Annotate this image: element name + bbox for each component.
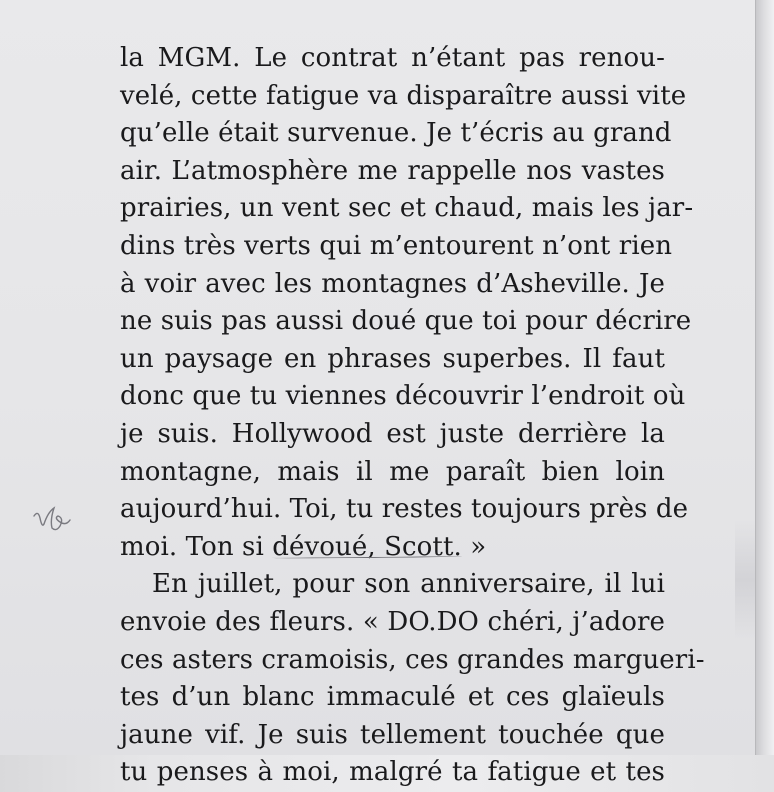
text-line: un paysage en phrases superbes. Il faut [120,343,665,374]
text-line: air. L’atmosphère me rappelle nos vastes [120,155,665,186]
text-line: je suis. Hollywood est juste derrière la [120,418,665,449]
signature-text: dévoué, Scott. [272,531,462,562]
closing-line [120,529,665,567]
text-line: tes d’un blanc immaculé et ces glaïeuls [120,682,665,713]
text-line: la MGM. Le contrat n’étant pas renou- [120,43,665,73]
closing-after: » [461,531,487,562]
text-line: jaune vif. Je suis tellement touchée que [120,719,665,750]
closing-before: moi. Ton si [120,531,273,562]
text-line: aujourd’hui. Toi, tu restes toujours près de [120,494,689,525]
text-line: dins très verts qui m’entourent n’ont rien [120,230,673,261]
underlined-signature [272,532,462,562]
text-line: montagne, mais il me paraît bien loin [120,456,665,487]
text-line: prairies, un vent sec et chaud, mais les jar- [120,193,694,224]
paragraph-first-line: En juillet, pour son anniversaire, il lui [152,569,665,600]
text-line: envoie des fleurs. « DO.DO chéri, j’adore [120,606,665,637]
pencil-margin-mark [30,498,80,538]
text-line: qu’elle était survenue. Je t’écris au grand [120,118,672,149]
text-line: à voir avec les montagnes d’Asheville. Je [120,268,665,299]
text-line: donc que tu viennes découvrir l’endroit où [120,381,686,412]
text-line: ne suis pas aussi doué que toi pour décrire [120,306,692,337]
page-shadow [735,520,755,640]
page-edge [755,0,774,755]
body-text [120,40,705,792]
text-line: tu penses à moi, malgré ta fatigue et tes [120,757,665,788]
text-line: ces asters cramoisis, ces grandes margueri- [120,644,705,675]
text-line: velé, cette fatigue va disparaître aussi vite [120,80,687,111]
